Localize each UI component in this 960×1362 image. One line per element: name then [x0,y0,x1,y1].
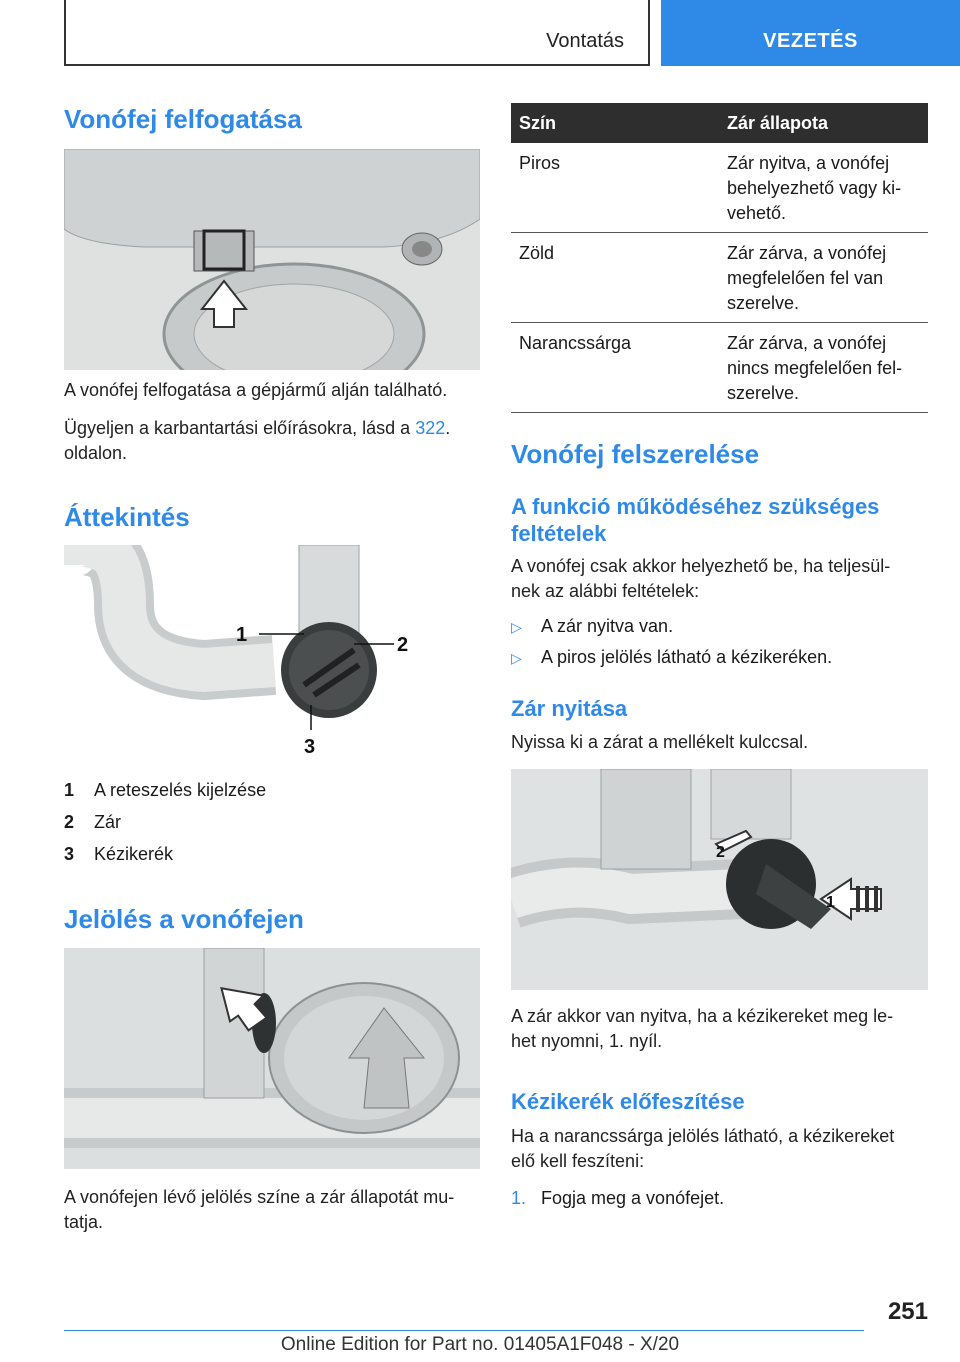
footer-divider [64,1330,864,1331]
triangle-bullet-icon: ▷ [511,619,522,635]
paragraph-unlock-hint [511,1004,893,1054]
subheading-unlock: Zár nyitása [511,696,628,721]
table-row [511,143,928,233]
paragraph-pretension-line1: Ha a narancssárga jelölés látható, a kézikereket [511,1126,895,1146]
header-chapter-title: VEZETÉS [763,30,858,52]
list-item-text: A piros jelölés látható a kézikeréken. [541,647,833,667]
figure-hitch-under-vehicle [64,149,480,370]
subheading-conditions-line1: A funkció működéséhez szükséges [511,494,880,519]
table-cell-state-line: behelyezhető vagy ki- [727,178,902,198]
page-number: 251 [887,1298,928,1325]
paragraph-pretension-line2: elő kell feszíteni: [511,1151,645,1171]
paragraph-unlock-hint-line1: A zár akkor van nyitva, ha a kézikereket meg le- [511,1006,894,1026]
paragraph-unlock-hint-line2: het nyomni, 1. nyíl. [511,1031,663,1051]
legend-text: Zár [94,812,121,832]
paragraph-maintenance [64,416,450,441]
step-text: Fogja meg a vonófejet. [541,1188,725,1208]
page-reference-link[interactable]: 322 [415,418,446,438]
callout-2: 2 [397,634,409,656]
table-cell-state-line: szerelve. [727,293,800,313]
heading-marking: Jelölés a vonófejen [64,904,304,934]
table-cell-state-line: vehető. [727,203,787,223]
table-row [511,323,928,413]
paragraph-conditions-line1: A vonófej csak akkor helyezhető be, ha teljesül- [511,556,891,576]
table-cell-color: Narancssárga [519,333,632,353]
table-cell-state [727,151,923,226]
paragraph-pretension [511,1124,894,1174]
step-number: 1. [511,1188,527,1208]
legend-number: 3 [64,844,75,864]
subheading-conditions [511,493,879,547]
table-cell-state [727,241,923,316]
table-cell-state [727,331,923,406]
paragraph-maintenance-line2: oldalon. [64,443,128,463]
paragraph-marking-line1: A vonófejen lévő jelölés színe a zár állapotát mu- [64,1187,455,1207]
paragraph-maintenance-text: Ügyeljen a karbantartási előírásokra, lásd a [64,418,416,438]
paragraph-unlock: Nyissa ki a zárat a mellékelt kulccsal. [511,732,809,752]
lock-status-table [511,103,928,413]
heading-install: Vonófej felszerelése [511,439,760,469]
fig-callout-1: 1 [826,894,835,911]
table-cell-state-line: szerelve. [727,383,800,403]
table-header-color: Szín [519,113,557,133]
legend-text: Kézikerék [94,844,174,864]
triangle-bullet-icon: ▷ [511,650,522,666]
table-row [511,233,928,323]
heading-hitch-mount: Vonófej felfogatása [64,104,302,134]
table-header-state: Zár állapota [727,113,829,133]
header-section-box [64,0,650,66]
subheading-conditions-line2: feltételek [511,521,607,546]
figure-overview-hitch [64,545,480,766]
header-chapter-tab[interactable] [661,0,960,66]
table-cell-state-line: nincs megfelelően fel- [727,358,903,378]
legend-text: A reteszelés kijelzése [94,780,267,800]
footer-edition-text: Online Edition for Part no. 01405A1F048 - X/20 [280,1334,680,1355]
legend-number: 2 [64,812,75,832]
paragraph-hitch-location: A vonófej felfogatása a gépjármű alján található. [64,380,448,400]
fig-callout-2: 2 [716,844,725,861]
table-cell-color: Zöld [519,243,555,263]
heading-overview: Áttekintés [64,502,190,532]
paragraph-conditions-line2: nek az alábbi feltételek: [511,581,700,601]
paragraph-conditions [511,554,890,604]
table-header [511,103,928,143]
list-item-text: A zár nyitva van. [541,616,674,636]
table-cell-state-line: megfelelően fel van [727,268,884,288]
paragraph-marking-line2: tatja. [64,1212,104,1232]
footer-edition [0,1334,960,1356]
callout-3: 3 [304,736,316,758]
header-section-title: Vontatás [546,30,624,52]
legend-number: 1 [64,780,75,800]
table-cell-state-line: Zár zárva, a vonófej [727,333,887,353]
subheading-pretension: Kézikerék előfeszítése [511,1089,745,1114]
table-cell-state-line: Zár nyitva, a vonófej [727,153,890,173]
figure-unlock-key [511,769,928,990]
paragraph-maintenance-end: . [445,418,451,438]
table-cell-state-line: Zár zárva, a vonófej [727,243,887,263]
callout-1: 1 [236,624,248,646]
figure-marking-closeup [64,948,480,1169]
table-cell-color: Piros [519,153,561,173]
